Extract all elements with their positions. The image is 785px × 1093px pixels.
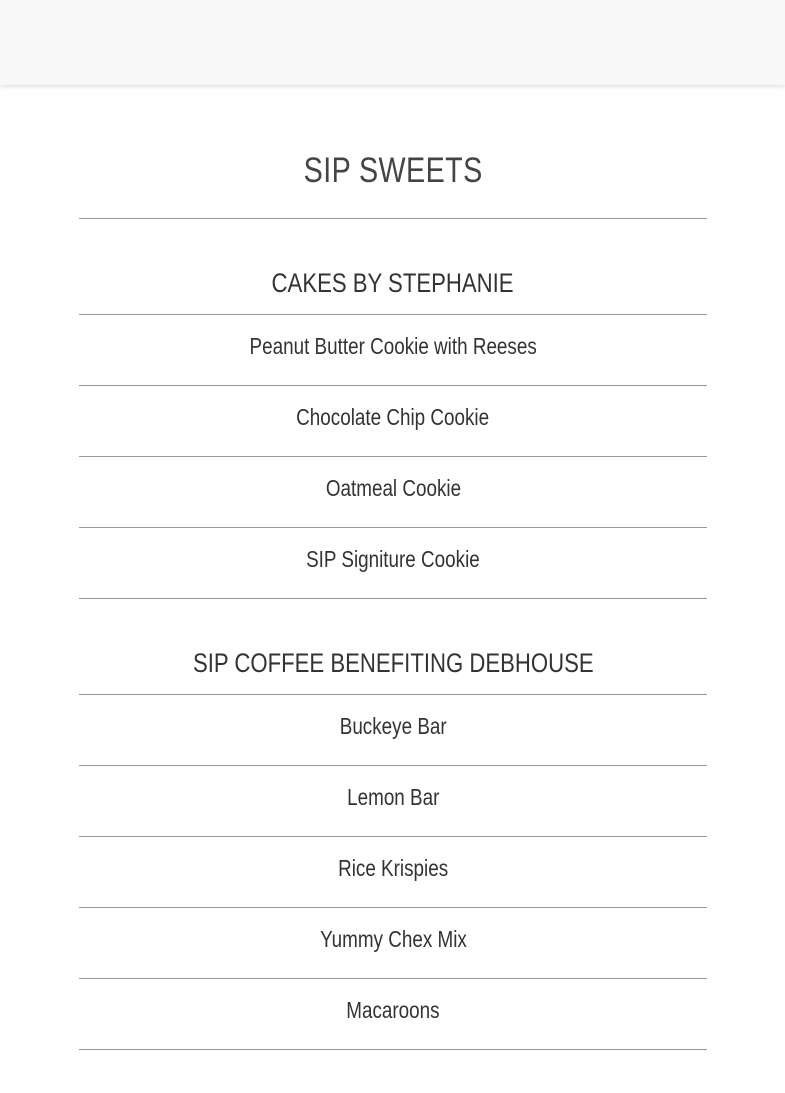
menu-item-label: Lemon Bar — [346, 784, 440, 810]
menu-item-yummy-chex-mix[interactable] — [79, 908, 707, 979]
menu-item-label: SIP Signiture Cookie — [306, 546, 480, 572]
menu-list — [79, 85, 707, 1050]
section-heading-sip-coffee-benefiting-debhouse — [79, 599, 707, 695]
menu-item-lemon-bar[interactable] — [79, 766, 707, 837]
menu-item-buckeye-bar[interactable] — [79, 695, 707, 766]
menu-item-label: Yummy Chex Mix — [319, 926, 467, 952]
section-heading-cakes-by-stephanie — [79, 219, 707, 315]
menu-title — [79, 85, 707, 219]
site-header-bar — [0, 0, 785, 85]
section-heading-text: SIP COFFEE BENEFITING DEBHOUSE — [192, 648, 594, 678]
menu-item-chocolate-chip-cookie[interactable] — [79, 386, 707, 457]
menu-item-peanut-butter-cookie[interactable] — [79, 315, 707, 386]
menu-title-text: SIP SWEETS — [303, 151, 483, 190]
menu-item-label: Peanut Butter Cookie with Reeses — [249, 333, 537, 359]
section-heading-text: CAKES BY STEPHANIE — [271, 268, 514, 298]
menu-item-label: Oatmeal Cookie — [325, 475, 461, 501]
menu-item-rice-krispies[interactable] — [79, 837, 707, 908]
menu-item-oatmeal-cookie[interactable] — [79, 457, 707, 528]
menu-item-label: Rice Krispies — [337, 855, 449, 881]
menu-item-sip-signiture-cookie[interactable] — [79, 528, 707, 599]
menu-item-macaroons[interactable] — [79, 979, 707, 1050]
menu-item-label: Macaroons — [346, 997, 440, 1023]
menu-item-label: Buckeye Bar — [339, 713, 447, 739]
menu-item-label: Chocolate Chip Cookie — [296, 404, 490, 430]
